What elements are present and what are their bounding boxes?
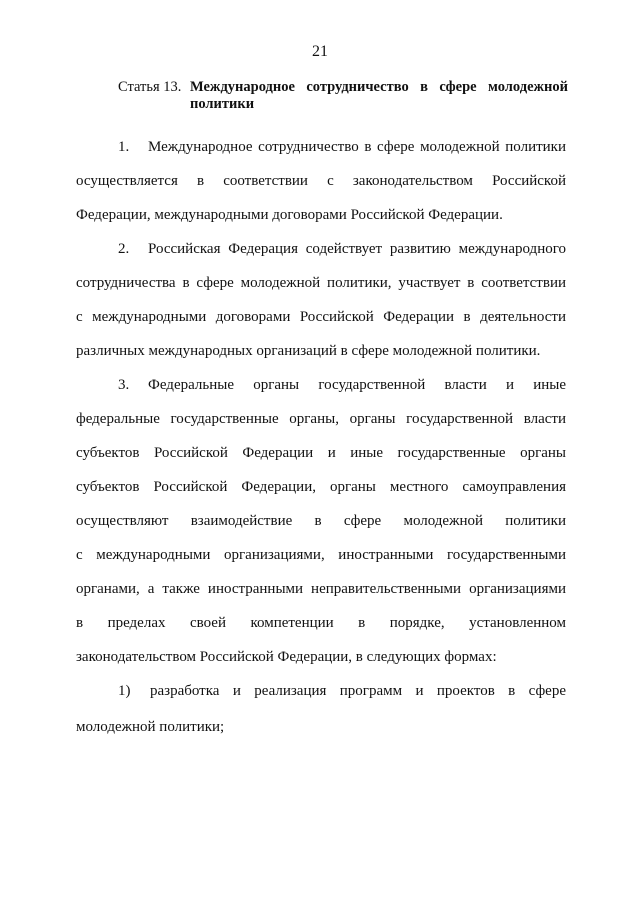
paragraph-3-line-7: органами, а также иностранными неправительственными организациями (76, 581, 566, 597)
article-number: Статья 13. (118, 79, 182, 95)
paragraph-3-line-9: законодательством Российской Федерации, в следующих формах: (76, 649, 497, 665)
paragraph-2-number: 2. (118, 241, 130, 257)
paragraph-1-line-3: Федерации, международными договорами Российской Федерации. (76, 207, 503, 223)
subitem-1-line-2: молодежной политики; (76, 719, 225, 735)
paragraph-1-line-1: 1. Международное сотрудничество в сфере молодежной политики (118, 139, 566, 155)
paragraph-3-line-1: 3. Федеральные органы государственной власти и иные (118, 377, 566, 393)
paragraph-3-line-8: в пределах своей компетенции в порядке, установленном (76, 615, 566, 631)
paragraph-2-line-4: различных международных организаций в сфере молодежной политики. (76, 343, 541, 359)
subitem-1-line-1: разработка и реализация программ и проектов в сфере (150, 683, 566, 699)
paragraph-3-line-6: с международными организациями, иностранными государственными (76, 547, 566, 563)
paragraph-3-line-3: субъектов Российской Федерации и иные государственные органы (76, 445, 566, 461)
page-number: 21 (312, 43, 328, 60)
paragraph-3-line-5: осуществляют взаимодействие в сфере молодежной политики (76, 513, 566, 529)
paragraph-1-number: 1. (118, 139, 130, 155)
paragraph-2-line-1: 2. Российская Федерация содействует развитию международного (118, 241, 566, 257)
paragraph-3-line-2: федеральные государственные органы, органы государственной власти (76, 411, 566, 427)
paragraph-2-line-3: с международными договорами Российской Федерации в деятельности (76, 309, 566, 325)
article-title: Международное сотрудничество в сфере молодежной политики (190, 79, 568, 112)
article-heading (118, 79, 568, 113)
paragraph-3-number: 3. (118, 377, 130, 393)
paragraph-1-line-2: осуществляется в соответствии с законодательством Российской (76, 173, 566, 189)
paragraph-3-line-4: субъектов Российской Федерации, органы местного самоуправления (76, 479, 566, 495)
subitem-1-label: 1) (118, 683, 131, 699)
paragraph-2-line-2: сотрудничества в сфере молодежной политики, участвует в соответствии (76, 275, 566, 291)
